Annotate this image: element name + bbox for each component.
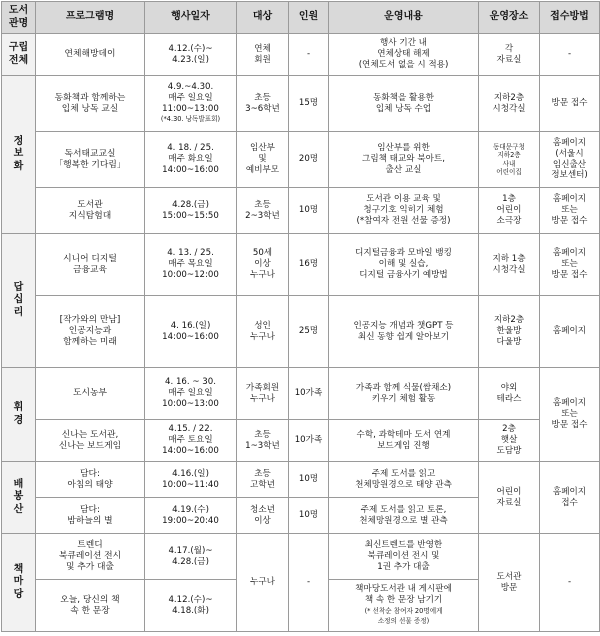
content: 도서관 이용 교육 및 청구기호 익히기 체험 (*참여자 전원 선물 증정) xyxy=(329,188,479,234)
content: 수학, 과학테마 도서 연계 보드게임 진행 xyxy=(329,420,479,462)
target: 초등 3~6학년 xyxy=(237,76,289,132)
header-row xyxy=(2,2,600,34)
table-row xyxy=(2,534,600,580)
target: 가족회원 누구나 xyxy=(237,368,289,420)
header-count: 인원 xyxy=(289,2,329,34)
table-row xyxy=(2,34,600,76)
content: 인공지능 개념과 챗GPT 등 최신 동향 쉽게 알아보기 xyxy=(329,296,479,368)
program-name: 담다: 밤하늘의 별 xyxy=(36,498,145,534)
target: 연체 회원 xyxy=(237,34,289,76)
event-date: 4.12.(수)~ 4.23.(일) xyxy=(145,34,237,76)
content-text: 책마당도서관 내 게시판에 책 속 한 문장 남기기 xyxy=(355,584,452,605)
table-row xyxy=(2,234,600,296)
event-date: 4.17.(월)~ 4.28.(금) xyxy=(145,534,237,580)
method: 홈페이지 또는 방문 접수 xyxy=(540,188,600,234)
content: 주제 도서를 읽고 토론, 천체망원경으로 별 관측 xyxy=(329,498,479,534)
header-program: 프로그램명 xyxy=(36,2,145,34)
target: 임산부 및 예비부모 xyxy=(237,132,289,188)
method: 홈페이지 또는 방문 접수 xyxy=(540,368,600,462)
date-note: (*4.30. 낭독발표회) xyxy=(160,115,221,124)
target: 청소년 이상 xyxy=(237,498,289,534)
program-name: 도서관 지식탐험대 xyxy=(36,188,145,234)
header-method: 접수방법 xyxy=(540,2,600,34)
event-date: 4.12.(수)~ 4.18.(화) xyxy=(145,580,237,632)
event-date: 4.15. / 22. 매주 토요일 14:00~16:00 xyxy=(145,420,237,462)
header-date: 행사일자 xyxy=(145,2,237,34)
program-name: 오늘, 당신의 책 속 한 문장 xyxy=(36,580,145,632)
place: 2층 햇살 도담방 xyxy=(479,420,540,462)
library-jb: 정 보 화 xyxy=(2,76,36,234)
count: 10가족 xyxy=(289,368,329,420)
table-row xyxy=(2,296,600,368)
content-note: (* 선착순 참여자 20명에게 소정의 선물 증정) xyxy=(364,606,443,626)
count: - xyxy=(289,534,329,632)
content: 디지털금융과 모바일 뱅킹 이해 및 실습, 디지털 금융사기 예방법 xyxy=(329,234,479,296)
library-gu: 구립 전체 xyxy=(2,34,36,76)
header-library: 도서 관명 xyxy=(2,2,36,34)
place: 야외 테라스 xyxy=(479,368,540,420)
content: 임산부를 위한 그림책 태교와 북아트, 출산 교실 xyxy=(329,132,479,188)
method: 홈페이지 또는 방문 접수 xyxy=(540,234,600,296)
event-date: 4.28.(금) 15:00~15:50 xyxy=(145,188,237,234)
event-date: 4. 13. / 25. 매주 목요일 10:00~12:00 xyxy=(145,234,237,296)
method: 홈페이지 접수 xyxy=(540,462,600,534)
count: 10명 xyxy=(289,498,329,534)
event-date: 4. 16. ~ 30. 매주 일요일 10:00~13:00 xyxy=(145,368,237,420)
count: 16명 xyxy=(289,234,329,296)
place: 지하 1층 시청각실 xyxy=(479,234,540,296)
content: 최신트렌드를 반영한 북큐레이션 전시 및 1권 추가 대출 xyxy=(329,534,479,580)
program-name: 독서태교교실 「행복한 기다림」 xyxy=(36,132,145,188)
count: - xyxy=(289,34,329,76)
library-dab: 답 십 리 xyxy=(2,234,36,368)
program-name: 도시농부 xyxy=(36,368,145,420)
event-date: 4.16.(일) 10:00~11:40 xyxy=(145,462,237,498)
program-name: 트렌디 북큐레이션 전시 및 추가 대출 xyxy=(36,534,145,580)
table-row xyxy=(2,368,600,420)
content: 동화책을 활용한 입체 낭독 수업 xyxy=(329,76,479,132)
library-hw: 휘 경 xyxy=(2,368,36,462)
place: 1층 어린이 소극장 xyxy=(479,188,540,234)
event-date xyxy=(145,76,237,132)
event-date: 4.19.(수) 19:00~20:40 xyxy=(145,498,237,534)
place: 도서관 방문 xyxy=(479,534,540,632)
method: 방문 접수 xyxy=(540,76,600,132)
header-place: 운영장소 xyxy=(479,2,540,34)
library-cm: 책 마 당 xyxy=(2,534,36,632)
program-name: 신나는 도서관, 신나는 보드게임 xyxy=(36,420,145,462)
count: 25명 xyxy=(289,296,329,368)
program-name: 담다: 아침의 태양 xyxy=(36,462,145,498)
header-content: 운영내용 xyxy=(329,2,479,34)
target: 초등 1~3학년 xyxy=(237,420,289,462)
count: 20명 xyxy=(289,132,329,188)
content: 가족과 함께 식물(쌈채소) 키우기 체험 활동 xyxy=(329,368,479,420)
content: 행사 기간 내 연체상태 해제 (연체도서 없을 시 적용) xyxy=(329,34,479,76)
library-bb: 배 봉 산 xyxy=(2,462,36,534)
place: 지하2층 시청각실 xyxy=(479,76,540,132)
method: - xyxy=(540,534,600,632)
method: 홈페이지 (서울시 임신출산 정보센터) xyxy=(540,132,600,188)
count: 10명 xyxy=(289,188,329,234)
method: 홈페이지 xyxy=(540,296,600,368)
content xyxy=(329,580,479,632)
program-name: 연체해방데이 xyxy=(36,34,145,76)
place: 동대문구청 지하2층 사내 어린이집 xyxy=(479,132,540,188)
count: 15명 xyxy=(289,76,329,132)
program-name: [작가와의 만남] 인공지능과 함께하는 미래 xyxy=(36,296,145,368)
program-name: 동화책과 함께하는 입체 낭독 교실 xyxy=(36,76,145,132)
place: 어린이 자료실 xyxy=(479,462,540,534)
table-row xyxy=(2,132,600,188)
count: 10가족 xyxy=(289,420,329,462)
table-row xyxy=(2,188,600,234)
program-table xyxy=(1,1,600,632)
program-name: 시니어 디지털 금융교육 xyxy=(36,234,145,296)
target: 50세 이상 누구나 xyxy=(237,234,289,296)
date-text: 4.9.~4.30. 매주 일요일 11:00~13:00 xyxy=(162,82,219,114)
target: 누구나 xyxy=(237,534,289,632)
header-target: 대상 xyxy=(237,2,289,34)
target: 초등 2~3학년 xyxy=(237,188,289,234)
place: 지하2층 한울방 다울방 xyxy=(479,296,540,368)
table-row xyxy=(2,420,600,462)
table-row xyxy=(2,462,600,498)
event-date: 4. 16.(일) 14:00~16:00 xyxy=(145,296,237,368)
target: 초등 고학년 xyxy=(237,462,289,498)
event-date: 4. 18. / 25. 매주 화요일 14:00~16:00 xyxy=(145,132,237,188)
content: 주제 도서를 읽고 천체망원경으로 태양 관측 xyxy=(329,462,479,498)
method: - xyxy=(540,34,600,76)
count: 10명 xyxy=(289,462,329,498)
place: 각 자료실 xyxy=(479,34,540,76)
target: 성인 누구나 xyxy=(237,296,289,368)
table-row xyxy=(2,76,600,132)
